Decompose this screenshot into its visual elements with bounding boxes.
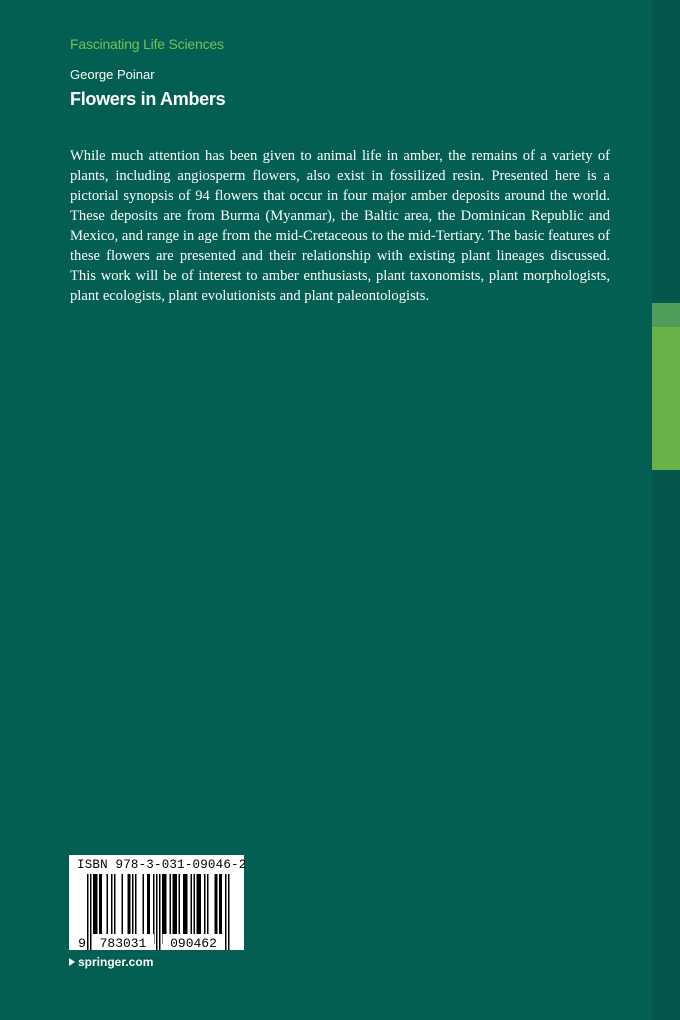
barcode-bar <box>197 874 199 944</box>
barcode-digits: 090462 <box>170 936 217 950</box>
author-name: George Poinar <box>70 67 155 82</box>
barcode-bar <box>200 874 202 944</box>
barcode-bar <box>149 874 151 944</box>
barcode-bar <box>135 874 137 944</box>
barcode-bar <box>176 874 178 944</box>
accent-bar <box>652 327 680 470</box>
barcode-bar <box>156 874 158 950</box>
barcode-bar <box>228 874 230 950</box>
barcode-bar <box>207 874 209 944</box>
barcode-bar <box>93 874 95 944</box>
barcode-bar <box>153 874 155 944</box>
barcode-bar <box>204 874 206 944</box>
barcode-bar <box>114 874 116 944</box>
barcode-graphic <box>69 855 247 950</box>
barcode-bar <box>225 874 227 950</box>
barcode-bar <box>179 874 181 944</box>
barcode-bar <box>164 874 166 944</box>
barcode-bar <box>159 874 161 950</box>
barcode-bar <box>216 874 218 944</box>
barcode-bar <box>87 874 89 950</box>
barcode-digits: 9 <box>78 936 86 950</box>
barcode-bar <box>107 874 109 944</box>
book-title: Flowers in Ambers <box>70 89 226 109</box>
barcode-bar <box>170 874 172 944</box>
barcode-bar <box>173 874 175 944</box>
barcode-bar <box>99 874 101 944</box>
isbn-barcode <box>69 855 247 950</box>
barcode-bar <box>162 874 164 944</box>
arrow-right-icon <box>69 958 75 966</box>
barcode-bar <box>90 874 92 950</box>
isbn-label: ISBN 978-3-031-09046-2 <box>77 858 247 872</box>
barcode-bar <box>132 874 134 944</box>
accent-bar-top <box>652 303 680 327</box>
barcode-bar <box>143 874 145 944</box>
barcode-bar <box>215 874 217 944</box>
book-description: While much attention has been given to animal life in amber, the remains of a variety of plants, including angiosperm flowers, also exist in fossilized resin. Presented here is a pictorial synopsis of 94 flowers that occur in four major amber deposits around the world. These deposits are from Burma (Myanmar), the Baltic area, the Dominican Republic and Mexico, and range in age from the mid-Cretaceous to the mid-Tertiary. The basic features of these flowers are presented and their relationship with existing plant lineages discussed. This work will be of interest to amber enthusiasts, plant taxonomists, plant morphologists, plant ecologists, plant evolutionists and plant paleontologists. <box>70 148 610 304</box>
barcode-bar <box>183 874 185 944</box>
barcode-bar <box>128 874 130 944</box>
barcode-bar <box>111 874 113 944</box>
barcode-bar <box>129 874 131 944</box>
barcode-bar <box>185 874 187 944</box>
barcode-bar <box>96 874 98 944</box>
barcode-bar <box>198 874 200 944</box>
barcode-bar <box>122 874 124 944</box>
barcode-bar <box>194 874 196 944</box>
series-name: Fascinating Life Sciences <box>70 36 224 52</box>
barcode-bar <box>101 874 103 944</box>
barcode-bar <box>219 874 221 944</box>
spine-edge <box>652 0 680 1020</box>
barcode-bar <box>95 874 97 944</box>
publisher-link[interactable] <box>69 955 153 969</box>
barcode-bar <box>165 874 167 944</box>
barcode-bar <box>186 874 188 944</box>
barcode-bar <box>191 874 193 944</box>
publisher-url: springer.com <box>78 955 154 969</box>
barcode-bar <box>174 874 176 944</box>
barcode-bar <box>147 874 149 944</box>
barcode-bar <box>221 874 223 944</box>
barcode-digits: 783031 <box>99 936 147 950</box>
